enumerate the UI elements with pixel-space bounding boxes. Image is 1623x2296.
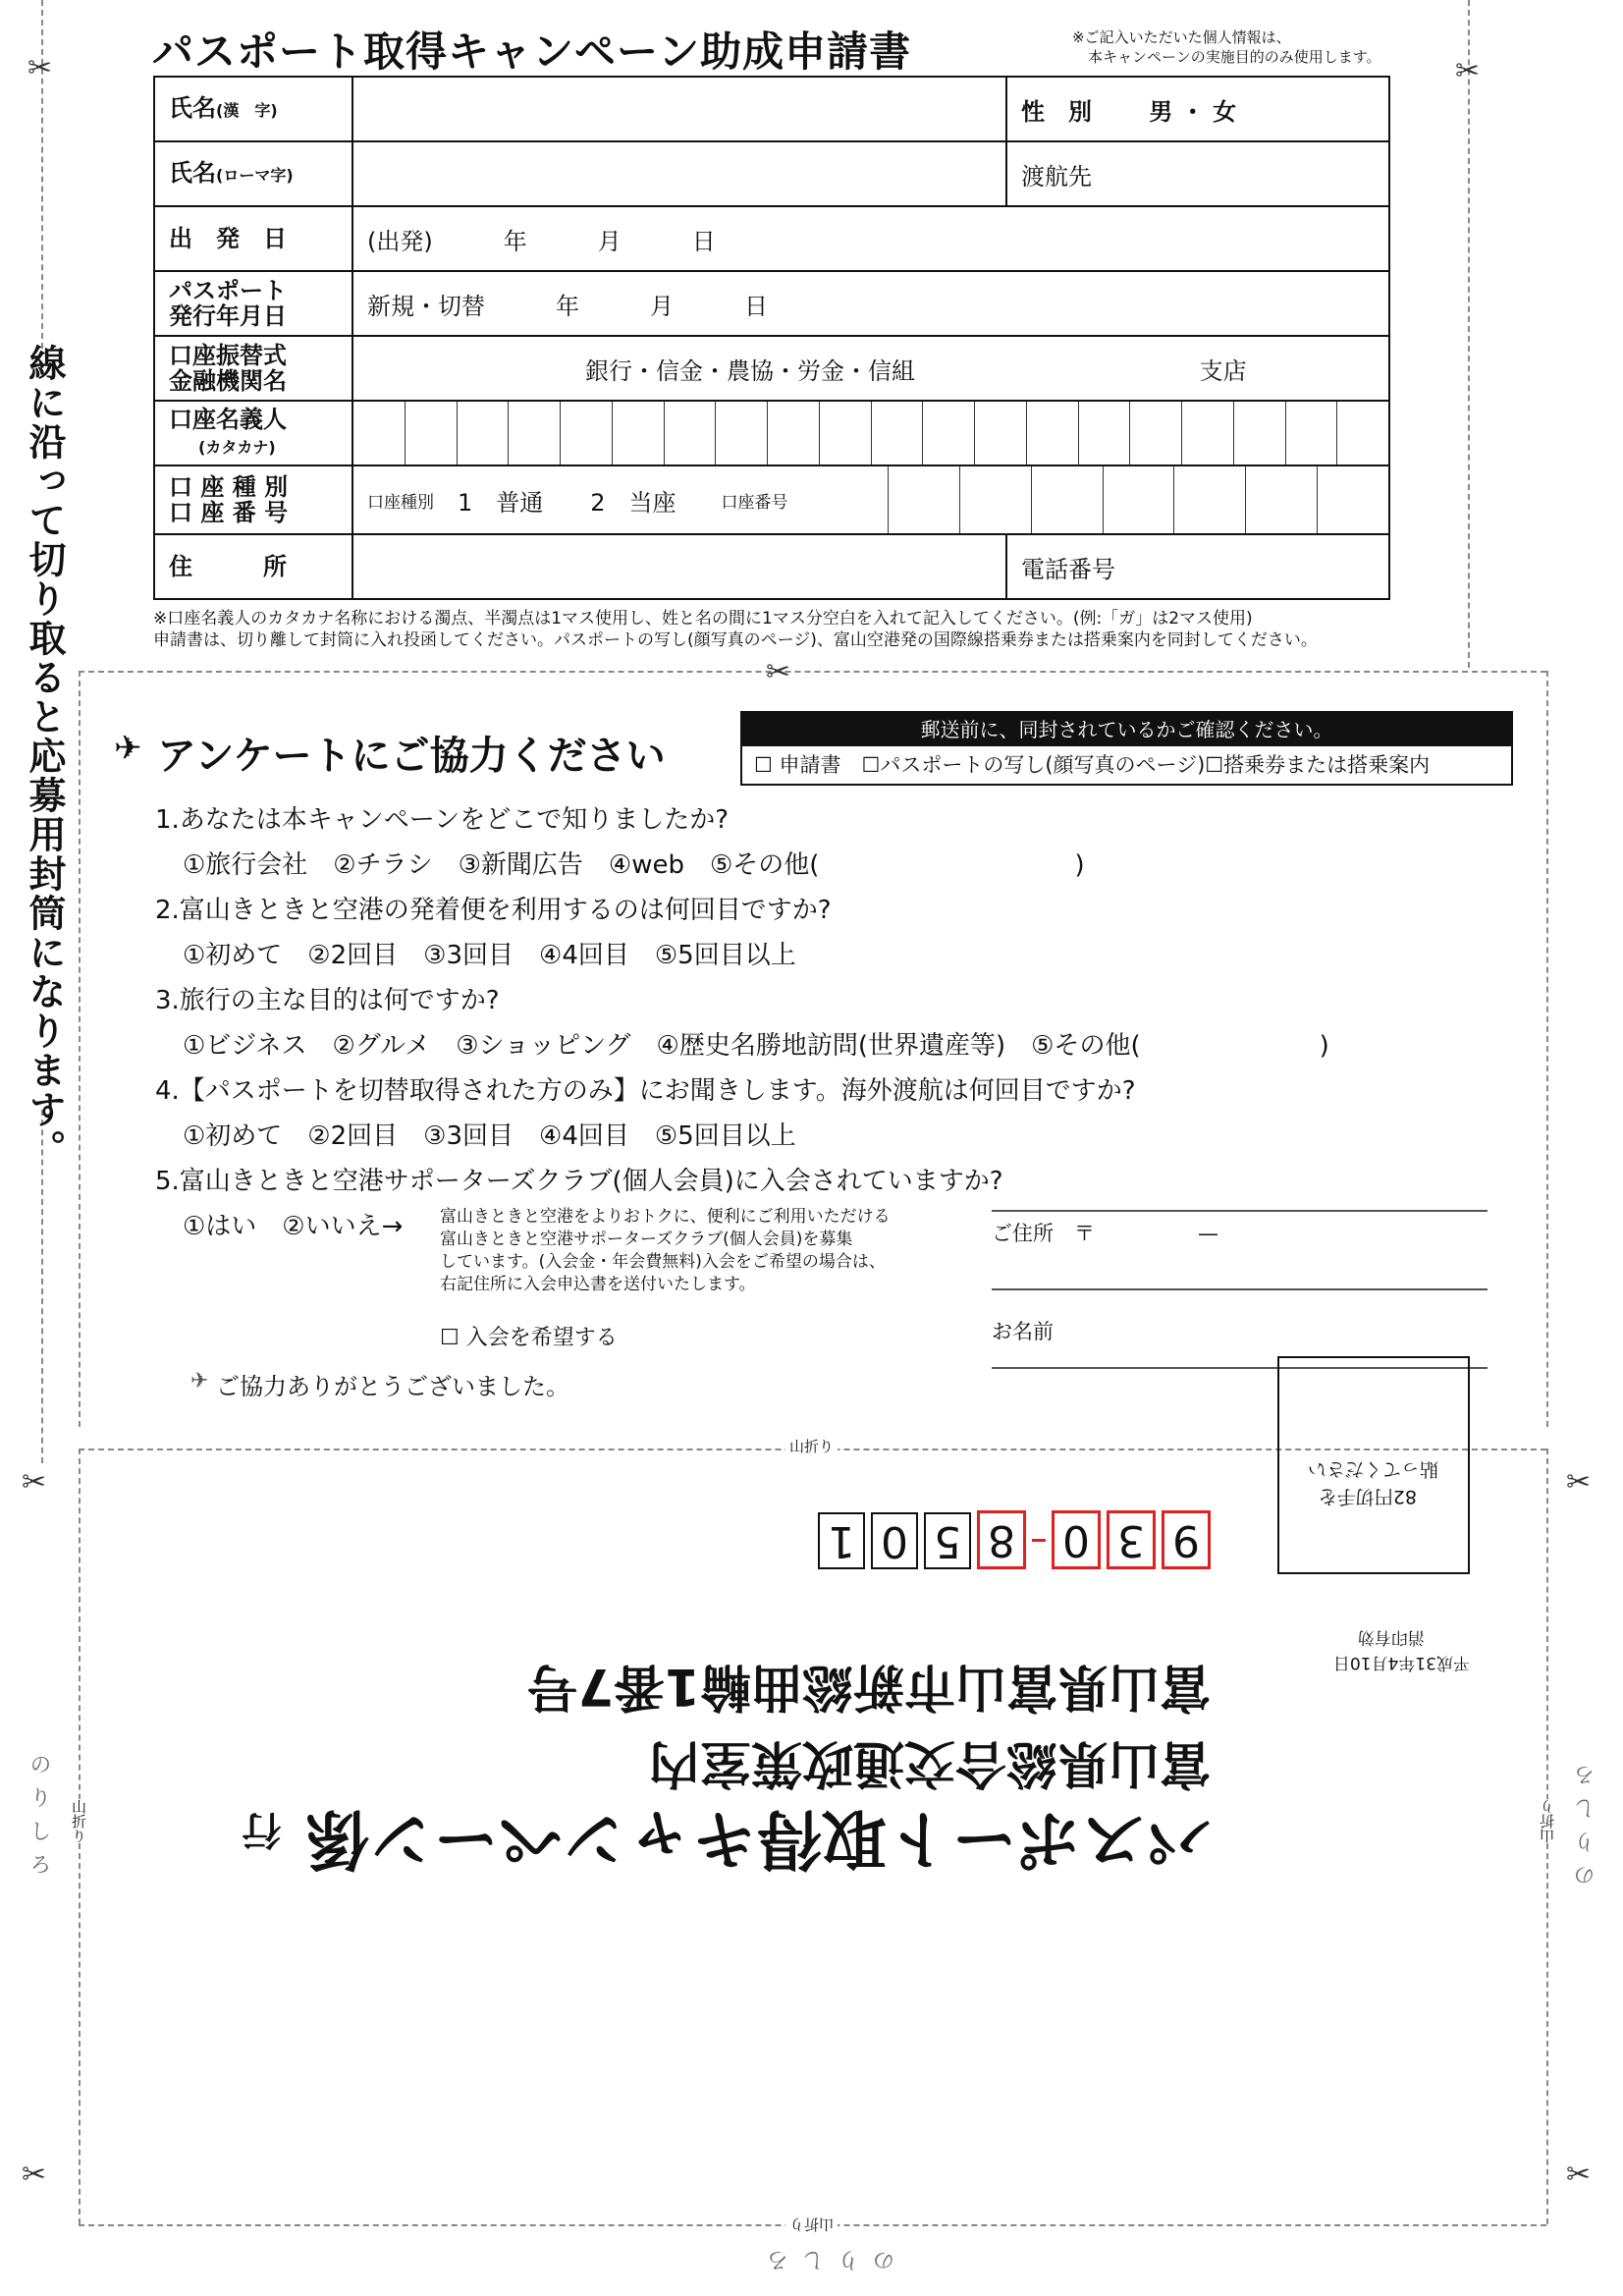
survey-heading: アンケートにご協力ください [157,734,666,779]
postal-digit: 8 [977,1510,1026,1569]
join-wish-checkbox[interactable]: ☐ 入会を希望する [440,1326,618,1350]
scissors-icon: ✂ [766,655,791,689]
form-title: パスポート取得キャンペーン助成申請書 [152,27,912,76]
departure-label: 出 発 日 [154,206,352,271]
question-1: 1.あなたは本キャンペーンをどこで知りましたか? [155,805,730,835]
question-4-options[interactable]: ①初めて ②2回目 ③3回目 ④4回目 ⑤5回目以上 [183,1121,796,1151]
postal-digit: 3 [1107,1510,1156,1569]
survey-address-field[interactable]: ご住所 〒 — [992,1222,1218,1245]
question-5-options[interactable]: ①はい ②いいえ→ [183,1212,404,1241]
postal-digit: 0 [871,1512,918,1569]
account-type-options[interactable]: 1 普通 2 当座 [458,488,676,517]
checklist-items[interactable]: ☐ 申請書 ☐パスポートの写し(顔写真のページ)☐搭乗券または搭乗案内 [754,753,1431,777]
scissors-icon: ✂ [1566,1465,1592,1500]
scissors-icon: ✂ [22,1465,47,1500]
branch-label: 支店 [1199,356,1247,385]
phone-label: 電話番号 [1021,555,1115,583]
departure-date-field[interactable]: (出発) 年 月 日 [352,206,1389,271]
mountain-fold-label: 山折り [785,1436,838,1456]
postal-digit: 9 [1162,1510,1211,1569]
survey-name-field[interactable]: お名前 [992,1320,1054,1343]
scissors-icon: ✂ [1566,2158,1592,2192]
envelope-recipient: パスポート取得キャンペーン係行 [242,1801,1211,1877]
mountain-fold-label: 山折り [1539,1799,1556,1843]
gender-label: 性 別 [1021,97,1092,126]
account-type-label: 口 座 種 別 口 座 番 号 [154,465,352,534]
question-1-options[interactable]: ①旅行会社 ②チラシ ③新聞広告 ④web ⑤その他( ) [183,850,1085,880]
envelope-bottom-fold-label: 山折り [785,2214,838,2235]
side-instruction: 線に沿って切り取ると応募用封筒になります。 [23,344,66,1169]
postal-digit: 1 [818,1512,865,1569]
postmark-deadline: 平成31年4月10日 消印有効 [1332,1627,1470,1672]
bank-types: 銀行・信金・農協・労金・信組 [585,356,915,385]
postal-separator [1032,1510,1046,1542]
checklist-header: 郵送前に、同封されているかご確認ください。 [742,713,1511,746]
envelope-department: 富山県総合交通政策室内 [648,1733,1211,1792]
question-5: 5.富山きときと空港サポーターズクラブ(個人会員)に入会されていますか? [155,1167,1003,1196]
airplane-icon: ✈ [114,729,142,768]
thanks-message: ご協力ありがとうございました。 [216,1373,569,1400]
footnote: 申請書は、切り離して封筒に入れ投函してください。パスポートの写し(顔写真のページ)、富山空港発の国際線搭乗券または搭乗案内を同封してください。 [153,630,1318,650]
account-holder-label: 口座名義人 (カタカナ) [154,401,352,465]
scissors-icon: ✂ [1455,54,1481,88]
name-kanji-label: 氏名(漢 字) [154,77,352,141]
question-2: 2.富山きときと空港の発着便を利用するのは何回目ですか? [155,896,832,925]
envelope-address: 富山県富山市新総曲輪1番7号 [526,1657,1211,1716]
scissors-icon: ✂ [22,2158,47,2192]
address-label: 住 所 [154,534,352,599]
mountain-fold-label: 山折り [70,1799,87,1843]
scissors-icon: ✂ [27,51,53,85]
passport-issue-field[interactable]: 新規・切替 年 月 日 [352,271,1389,336]
postal-code [812,1510,1211,1569]
account-number-small-label: 口座番号 [721,492,788,513]
privacy-note-line: 本キャンペーンの実施目的のみ使用します。 [1088,48,1381,66]
airplane-icon: ✈ [190,1369,209,1394]
destination-label: 渡航先 [1021,162,1092,191]
question-4: 4.【パスポートを切替取得された方のみ】にお聞きします。海外渡航は何回目ですか? [155,1076,1136,1106]
question-3: 3.旅行の主な目的は何ですか? [155,986,500,1015]
bank-label: 口座振替式 金融機関名 [154,336,352,401]
name-roman-label: 氏名(ローマ字) [154,141,352,206]
question-2-options[interactable]: ①初めて ②2回目 ③3回目 ④4回目 ⑤5回目以上 [183,941,796,970]
stamp-instruction: 82円切手を 貼ってください [1307,1458,1438,1507]
footnote: ※口座名義人のカタカナ名称における濁点、半濁点は1マス使用し、姓と名の間に1マス分空白を入れて記入してください。(例:「ガ」は2マス使用) [153,609,1253,629]
passport-issue-label: パスポート 発行年月日 [154,271,352,336]
question-3-options[interactable]: ①ビジネス ②グルメ ③ショッピング ④歴史名勝地訪問(世界遺産等) ⑤その他( ) [183,1031,1329,1061]
honorific: 行 [242,1807,282,1852]
glue-margin-label: のりしろ [1574,1753,1598,1886]
postal-digit: 5 [924,1512,971,1569]
privacy-note-line: ※ご記入いただいた個人情報は、 [1072,28,1291,46]
gender-options[interactable]: 男 ・ 女 [1149,97,1237,126]
account-type-small-label: 口座種別 [367,492,434,513]
supporter-club-note: 富山きときと空港をよりおトクに、便利にご利用いただける 富山きときと空港サポーターズクラブ(個人会員)を募集 しています。(入会金・年会費無料)入会をご希望の場合は、 右記住所に入会申込書を送付いたします。 [440,1207,891,1294]
postal-digit: 0 [1052,1510,1101,1569]
glue-margin-label: のりしろ [27,1753,51,1886]
envelope-glue-margin-label: のりしろ [752,2247,894,2271]
